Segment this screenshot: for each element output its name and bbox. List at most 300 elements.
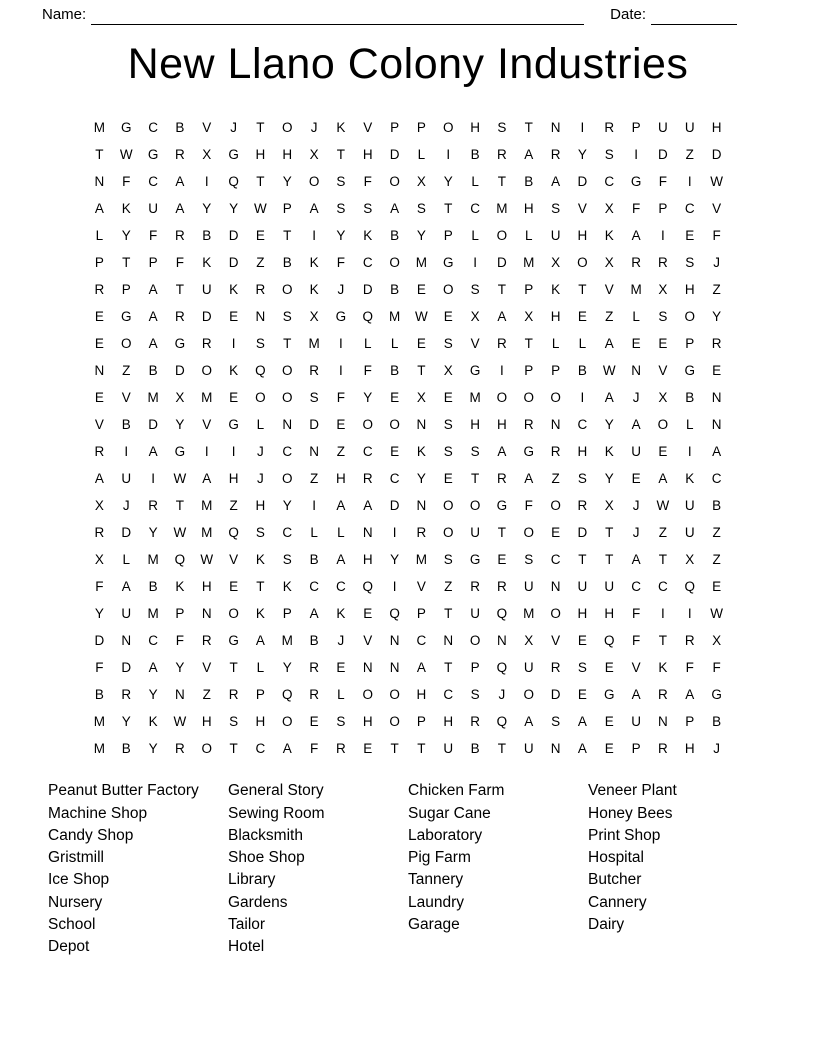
grid-letter: Z: [256, 255, 265, 271]
grid-letter: T: [229, 660, 238, 676]
grid-letter: M: [201, 498, 213, 514]
grid-letter: Q: [389, 606, 400, 622]
grid-letter: N: [362, 525, 373, 541]
grid-letter: E: [94, 309, 104, 325]
grid-letter: K: [229, 363, 239, 379]
grid-letter: P: [524, 363, 534, 379]
grid-letter: E: [94, 390, 104, 406]
grid-letter: B: [390, 228, 400, 244]
word-item: Sugar Cane: [408, 804, 491, 822]
grid-letter: E: [309, 714, 319, 730]
grid-letter: M: [496, 201, 508, 217]
word-item: Candy Shop: [48, 826, 134, 844]
grid-letter: T: [175, 282, 185, 298]
grid-letter: F: [658, 174, 668, 190]
grid-letter: S: [336, 714, 346, 730]
grid-letter: T: [578, 282, 587, 298]
grid-letter: H: [362, 147, 373, 163]
grid-letter: M: [201, 525, 213, 541]
grid-letter: G: [228, 633, 239, 649]
grid-letter: Y: [148, 687, 158, 703]
grid-letter: E: [390, 390, 400, 406]
grid-letter: R: [631, 255, 641, 271]
grid-letter: O: [281, 120, 293, 136]
grid-letter: I: [312, 228, 316, 244]
grid-letter: I: [687, 174, 692, 190]
word-list: [0, 780, 816, 958]
grid-letter: V: [121, 390, 131, 406]
grid-letter: P: [175, 606, 185, 622]
grid-letter: B: [148, 363, 158, 379]
grid-letter: M: [93, 741, 106, 757]
grid-letter: D: [175, 363, 185, 379]
grid-letter: B: [390, 282, 400, 298]
grid-letter: G: [335, 309, 347, 325]
grid-letter: R: [121, 687, 132, 703]
grid-letter: D: [228, 228, 239, 244]
grid-letter: K: [255, 552, 265, 568]
grid-letter: H: [362, 714, 373, 730]
grid-letter: G: [630, 174, 642, 190]
grid-letter: D: [201, 309, 212, 325]
grid-letter: N: [121, 633, 132, 649]
grid-letter: F: [631, 606, 641, 622]
grid-letter: Y: [443, 174, 453, 190]
grid-letter: T: [283, 228, 292, 244]
name-blank-line: [91, 8, 584, 25]
grid-letter: B: [577, 363, 587, 379]
grid-letter: Y: [148, 525, 158, 541]
grid-letter: R: [94, 525, 105, 541]
word-column: [48, 780, 228, 958]
grid-letter: D: [711, 147, 722, 163]
grid-letter: I: [580, 390, 585, 406]
grid-letter: T: [256, 174, 265, 190]
grid-letter: I: [446, 147, 451, 163]
grid-letter: O: [577, 255, 588, 271]
grid-letter: H: [684, 741, 695, 757]
grid-letter: N: [94, 363, 105, 379]
grid-letter: S: [470, 687, 480, 703]
grid-letter: P: [470, 660, 480, 676]
grid-letter: T: [256, 120, 265, 136]
grid-letter: N: [443, 633, 454, 649]
grid-letter: N: [631, 363, 641, 379]
grid-letter: A: [524, 714, 534, 730]
grid-letter: D: [362, 282, 373, 298]
grid-letter: F: [363, 174, 372, 190]
grid-letter: M: [523, 255, 535, 271]
grid-letter: B: [712, 498, 722, 514]
grid-letter: W: [710, 174, 723, 190]
grid-letter: W: [602, 363, 616, 379]
grid-letter: E: [551, 525, 561, 541]
grid-letter: T: [605, 552, 614, 568]
grid-letter: S: [255, 336, 265, 352]
grid-letter: O: [657, 417, 669, 433]
grid-letter: H: [336, 471, 346, 487]
grid-letter: E: [229, 579, 239, 595]
grid-letter: C: [362, 444, 373, 460]
grid-letter: Z: [444, 579, 453, 595]
grid-letter: B: [121, 741, 131, 757]
grid-letter: U: [121, 606, 132, 622]
grid-letter: L: [685, 417, 694, 433]
grid-letter: E: [604, 660, 614, 676]
grid-letter: Y: [577, 147, 587, 163]
grid-letter: G: [523, 444, 534, 460]
grid-letter: M: [281, 633, 293, 649]
grid-letter: H: [550, 309, 561, 325]
grid-letter: W: [173, 525, 187, 541]
grid-letter: R: [148, 498, 158, 514]
grid-letter: E: [229, 390, 239, 406]
grid-letter: G: [469, 363, 481, 379]
grid-letter: H: [577, 606, 588, 622]
grid-letter: A: [309, 606, 319, 622]
grid-letter: K: [658, 660, 668, 676]
word-item: Veneer Plant: [588, 782, 677, 800]
grid-letter: E: [712, 579, 722, 595]
grid-letter: C: [148, 174, 158, 190]
grid-letter: B: [524, 174, 534, 190]
grid-letter: P: [282, 606, 292, 622]
grid-letter: L: [122, 552, 130, 568]
word-item: Depot: [48, 938, 90, 956]
grid-letter: M: [415, 552, 428, 568]
grid-letter: I: [231, 336, 236, 352]
grid-letter: E: [577, 633, 587, 649]
grid-letter: O: [201, 741, 212, 757]
word-item: Garage: [408, 916, 460, 934]
grid-letter: E: [229, 309, 239, 325]
grid-letter: M: [469, 390, 481, 406]
grid-letter: K: [336, 606, 346, 622]
grid-letter: T: [417, 741, 426, 757]
grid-letter: A: [309, 201, 319, 217]
grid-letter: B: [282, 255, 292, 271]
grid-letter: W: [200, 552, 214, 568]
grid-letter: O: [389, 714, 400, 730]
grid-letter: S: [336, 201, 346, 217]
grid-letter: K: [309, 282, 319, 298]
grid-letter: M: [523, 606, 535, 622]
grid-letter: H: [255, 498, 266, 514]
word-item: Tannery: [408, 871, 464, 889]
grid-letter: C: [362, 255, 373, 271]
grid-letter: V: [202, 417, 212, 433]
word-column: [408, 780, 588, 958]
grid-letter: R: [711, 336, 722, 352]
word-item: Hotel: [228, 938, 265, 956]
grid-letter: R: [550, 660, 561, 676]
grid-letter: H: [443, 714, 454, 730]
grid-letter: Y: [416, 228, 426, 244]
grid-letter: X: [524, 309, 534, 325]
grid-letter: H: [470, 120, 480, 136]
grid-letter: Y: [282, 660, 292, 676]
grid-letter: J: [310, 120, 318, 136]
grid-letter: U: [684, 120, 695, 136]
grid-letter: G: [174, 444, 186, 460]
grid-letter: K: [148, 714, 158, 730]
grid-letter: A: [631, 687, 641, 703]
grid-letter: C: [336, 579, 346, 595]
grid-letter: Y: [604, 417, 614, 433]
grid-letter: X: [470, 309, 480, 325]
grid-letter: P: [685, 336, 695, 352]
grid-letter: T: [444, 201, 453, 217]
grid-letter: H: [523, 201, 534, 217]
grid-letter: U: [684, 498, 695, 514]
grid-letter: V: [202, 120, 212, 136]
grid-letter: T: [256, 579, 265, 595]
grid-letter: Q: [174, 552, 186, 568]
grid-letter: S: [336, 174, 346, 190]
grid-letter: L: [632, 309, 640, 325]
grid-letter: N: [389, 633, 400, 649]
grid-letter: E: [577, 309, 587, 325]
grid-letter: L: [256, 417, 265, 433]
grid-letter: Z: [712, 282, 721, 298]
grid-letter: E: [685, 228, 695, 244]
grid-letter: L: [390, 336, 399, 352]
grid-letter: R: [523, 417, 534, 433]
grid-letter: U: [470, 525, 480, 541]
grid-letter: A: [148, 336, 158, 352]
grid-letter: A: [148, 282, 158, 298]
grid-letter: J: [257, 471, 264, 487]
grid-letter: Y: [148, 741, 158, 757]
date-blank-line: [651, 8, 737, 25]
grid-letter: R: [497, 147, 507, 163]
grid-letter: I: [204, 174, 209, 190]
grid-letter: C: [577, 417, 588, 433]
grid-letter: W: [710, 606, 723, 622]
grid-letter: C: [684, 201, 695, 217]
grid-letter: A: [551, 174, 561, 190]
grid-letter: N: [389, 660, 400, 676]
grid-letter: V: [551, 633, 561, 649]
grid-letter: Z: [605, 309, 614, 325]
grid-letter: M: [201, 390, 213, 406]
grid-letter: T: [444, 606, 453, 622]
grid-letter: X: [524, 633, 534, 649]
grid-letter: K: [309, 255, 319, 271]
grid-letter: F: [631, 201, 641, 217]
grid-letter: Q: [496, 660, 508, 676]
grid-letter: O: [281, 714, 293, 730]
word-item: Honey Bees: [588, 804, 673, 822]
grid-letter: J: [713, 255, 720, 271]
grid-letter: U: [631, 714, 641, 730]
grid-letter: L: [310, 525, 318, 541]
grid-letter: R: [201, 633, 212, 649]
grid-letter: Y: [390, 552, 400, 568]
grid-letter: A: [94, 471, 104, 487]
grid-letter: T: [470, 471, 480, 487]
grid-letter: Q: [496, 606, 508, 622]
grid-letter: Z: [551, 471, 560, 487]
grid-letter: A: [255, 633, 265, 649]
grid-letter: R: [175, 741, 185, 757]
grid-letter: M: [415, 255, 428, 271]
grid-letter: K: [336, 120, 346, 136]
grid-letter: A: [390, 201, 400, 217]
grid-letter: K: [175, 579, 185, 595]
grid-letter: O: [281, 471, 293, 487]
grid-letter: H: [362, 552, 373, 568]
grid-letter: H: [201, 714, 212, 730]
grid-letter: I: [661, 228, 665, 244]
grid-letter: E: [416, 282, 426, 298]
grid-letter: N: [255, 309, 266, 325]
grid-letter: R: [175, 228, 185, 244]
grid-letter: R: [309, 687, 319, 703]
grid-letter: R: [604, 120, 615, 136]
grid-letter: S: [524, 552, 534, 568]
grid-letter: K: [604, 228, 614, 244]
word-column: [228, 780, 408, 958]
grid-letter: B: [94, 687, 104, 703]
grid-letter: H: [684, 282, 695, 298]
word-item: Tailor: [228, 916, 266, 934]
grid-letter: F: [712, 228, 721, 244]
grid-letter: D: [389, 498, 400, 514]
grid-letter: H: [228, 471, 239, 487]
grid-letter: L: [551, 336, 560, 352]
grid-letter: A: [631, 552, 641, 568]
grid-letter: A: [631, 228, 641, 244]
grid-letter: V: [577, 201, 587, 217]
word-item: Peanut Butter Factory: [48, 782, 199, 800]
grid-letter: Y: [175, 417, 185, 433]
word-item: Ice Shop: [48, 871, 110, 889]
grid-letter: A: [148, 309, 158, 325]
grid-letter: E: [390, 444, 400, 460]
grid-letter: X: [604, 201, 614, 217]
grid-letter: Q: [255, 363, 266, 379]
word-item: Pig Farm: [408, 849, 471, 867]
grid-letter: R: [94, 282, 105, 298]
grid-letter: V: [470, 336, 480, 352]
grid-letter: M: [147, 552, 159, 568]
grid-letter: O: [496, 390, 508, 406]
grid-letter: U: [121, 471, 132, 487]
grid-letter: J: [337, 633, 345, 649]
grid-letter: E: [443, 471, 453, 487]
grid-letter: G: [684, 363, 695, 379]
grid-letter: F: [685, 660, 694, 676]
grid-letter: Q: [603, 633, 615, 649]
wordsearch-grid: [86, 114, 730, 762]
grid-letter: J: [257, 444, 264, 460]
grid-letter: U: [684, 525, 695, 541]
grid-letter: A: [202, 471, 212, 487]
grid-letter: T: [658, 633, 668, 649]
grid-letter: R: [228, 687, 239, 703]
grid-letter: X: [685, 552, 695, 568]
grid-letter: S: [443, 444, 453, 460]
grid-letter: Y: [604, 471, 614, 487]
grid-letter: U: [658, 120, 668, 136]
grid-letter: O: [496, 228, 508, 244]
grid-letter: B: [685, 390, 695, 406]
word-item: Blacksmith: [228, 826, 303, 844]
grid-letter: N: [550, 579, 561, 595]
grid-letter: X: [416, 174, 426, 190]
grid-letter: P: [685, 714, 695, 730]
grid-letter: A: [577, 714, 587, 730]
grid-letter: W: [254, 201, 267, 217]
grid-letter: Q: [684, 579, 695, 595]
grid-letter: R: [309, 363, 319, 379]
grid-letter: P: [148, 255, 158, 271]
grid-letter: P: [658, 201, 668, 217]
grid-letter: Z: [712, 552, 721, 568]
grid-letter: O: [281, 390, 293, 406]
grid-letter: N: [416, 498, 427, 514]
grid-letter: U: [604, 579, 615, 595]
grid-letter: P: [443, 228, 453, 244]
grid-letter: B: [470, 147, 480, 163]
grid-letter: Z: [122, 363, 131, 379]
grid-letter: A: [94, 201, 104, 217]
grid-letter: V: [229, 552, 239, 568]
grid-letter: X: [604, 255, 614, 271]
grid-letter: B: [175, 120, 185, 136]
grid-letter: O: [442, 498, 454, 514]
grid-letter: R: [684, 633, 695, 649]
grid-letter: N: [658, 714, 668, 730]
grid-letter: G: [442, 255, 454, 271]
grid-letter: S: [685, 255, 695, 271]
word-item: Dairy: [588, 916, 625, 934]
grid-letter: T: [444, 660, 453, 676]
grid-letter: S: [551, 201, 561, 217]
grid-letter: C: [443, 687, 454, 703]
word-item: Chicken Farm: [408, 782, 505, 800]
grid-letter: H: [255, 147, 266, 163]
grid-letter: A: [336, 552, 346, 568]
grid-letter: W: [656, 498, 670, 514]
grid-letter: T: [497, 174, 507, 190]
grid-letter: P: [121, 282, 131, 298]
grid-letter: V: [604, 282, 614, 298]
grid-letter: D: [121, 660, 132, 676]
grid-letter: U: [148, 201, 158, 217]
grid-letter: E: [631, 471, 641, 487]
grid-letter: P: [282, 201, 292, 217]
grid-letter: Y: [282, 174, 292, 190]
grid-letter: S: [658, 309, 668, 325]
grid-letter: C: [631, 579, 641, 595]
grid-letter: D: [94, 633, 105, 649]
grid-letter: V: [94, 417, 104, 433]
grid-letter: V: [202, 660, 212, 676]
grid-letter: M: [308, 336, 320, 352]
grid-letter: R: [497, 471, 507, 487]
grid-letter: T: [497, 525, 507, 541]
grid-letter: G: [496, 498, 508, 514]
grid-letter: B: [202, 228, 212, 244]
grid-letter: A: [175, 174, 185, 190]
grid-letter: F: [95, 579, 104, 595]
word-item: Gardens: [228, 893, 288, 911]
grid-letter: U: [577, 579, 588, 595]
grid-letter: O: [389, 255, 400, 271]
grid-letter: G: [711, 687, 722, 703]
